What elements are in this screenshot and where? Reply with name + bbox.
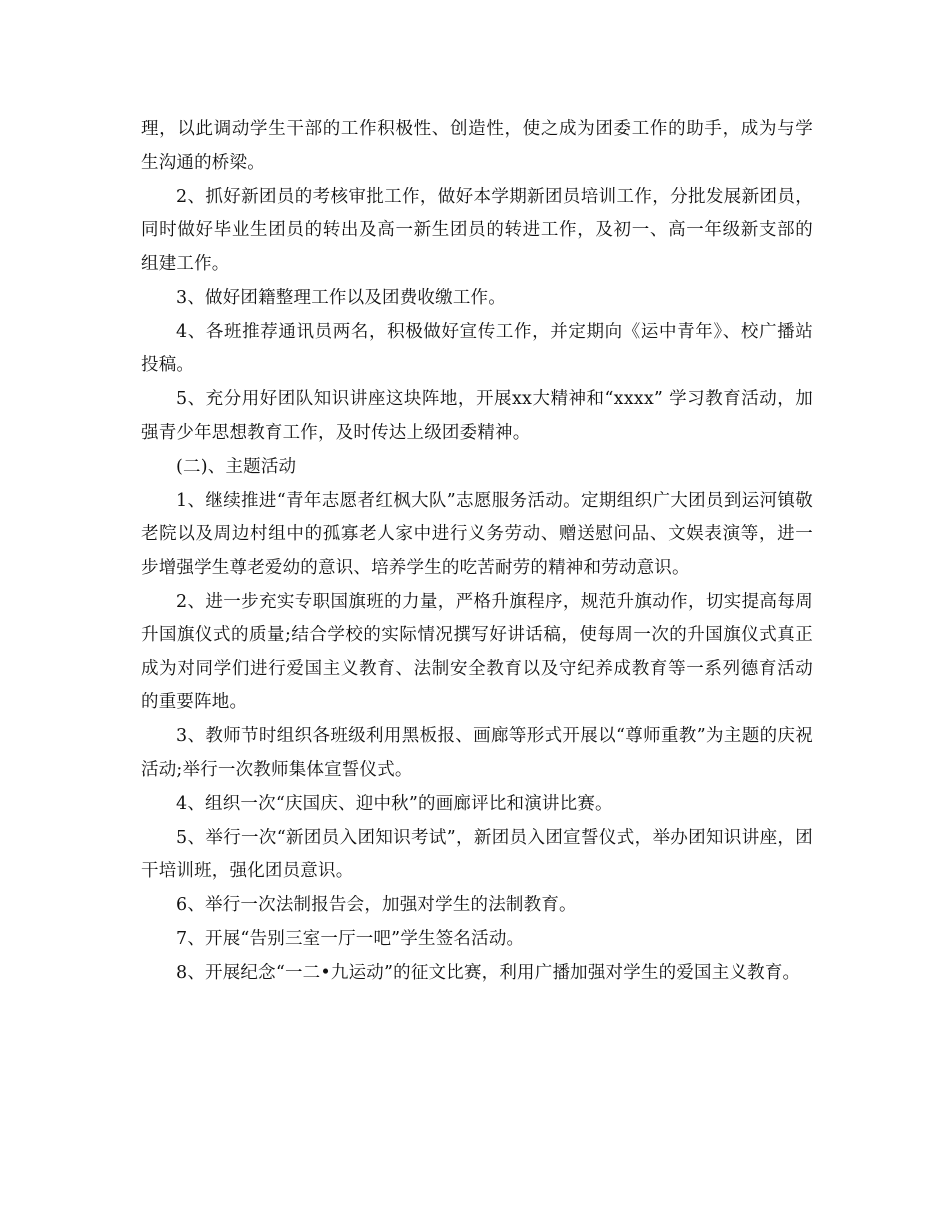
paragraph-activity-3: 3、教师节时组织各班级利用黑板报、画廊等形式开展以“尊师重教”为主题的庆祝活动;举行一次教师集体宣誓仪式。: [141, 726, 813, 780]
paragraph-activity-6: 6、举行一次法制报告会，加强对学生的法制教育。: [176, 895, 577, 915]
paragraph-activity-2: 2、进一步充实专职国旗班的力量，严格升旗程序，规范升旗动作，切实提高每周升国旗仪式的质量;结合学校的实际情况撰写好讲话稿，使每周一次的升国旗仪式真正成为对同学们进行爱国主义教育、法制安全教育以及守纪养成教育等一系列德育活动的重要阵地。: [141, 591, 813, 712]
paragraph-activity-1: 1、继续推进“青年志愿者红枫大队”志愿服务活动。定期组织广大团员到运河镇敬老院以及周边村组中的孤寡老人家中进行义务劳动、赠送慰问品、文娱表演等，进一步增强学生尊老爱幼的意识、培养学生的吃苦耐劳的精神和劳动意识。: [141, 490, 813, 578]
paragraph-item-2: 2、抓好新团员的考核审批工作，做好本学期新团员培训工作，分批发展新团员，同时做好毕业生团员的转出及高一新生团员的转进工作，及初一、高一年级新支部的组建工作。: [141, 186, 813, 274]
paragraph-activity-8: 8、开展纪念“一二•九运动”的征文比赛，利用广播加强对学生的爱国主义教育。: [176, 963, 801, 983]
paragraph-continuation: 理，以此调动学生干部的工作积极性、创造性，使之成为团委工作的助手，成为与学生沟通的桥梁。: [141, 119, 813, 173]
section-heading-theme-activities: (二)、主题活动: [176, 456, 297, 477]
paragraph-activity-5: 5、举行一次“新团员入团知识考试”，新团员入团宣誓仪式，举办团知识讲座，团干培训班，强化团员意识。: [141, 827, 813, 881]
paragraph-item-5: 5、充分用好团队知识讲座这块阵地，开展xx大精神和“xxxx” 学习教育活动，加强青少年思想教育工作，及时传达上级团委精神。: [141, 389, 813, 443]
paragraph-item-4: 4、各班推荐通讯员两名，积极做好宣传工作，并定期向《运中青年》、校广播站投稿。: [141, 321, 813, 375]
document-body: [141, 113, 813, 991]
paragraph-activity-4: 4、组织一次“庆国庆、迎中秋”的画廊评比和演讲比赛。: [176, 793, 613, 814]
paragraph-item-3: 3、做好团籍整理工作以及团费收缴工作。: [176, 287, 506, 308]
paragraph-activity-7: 7、开展“告别三室一厅一吧”学生签名活动。: [176, 929, 525, 949]
